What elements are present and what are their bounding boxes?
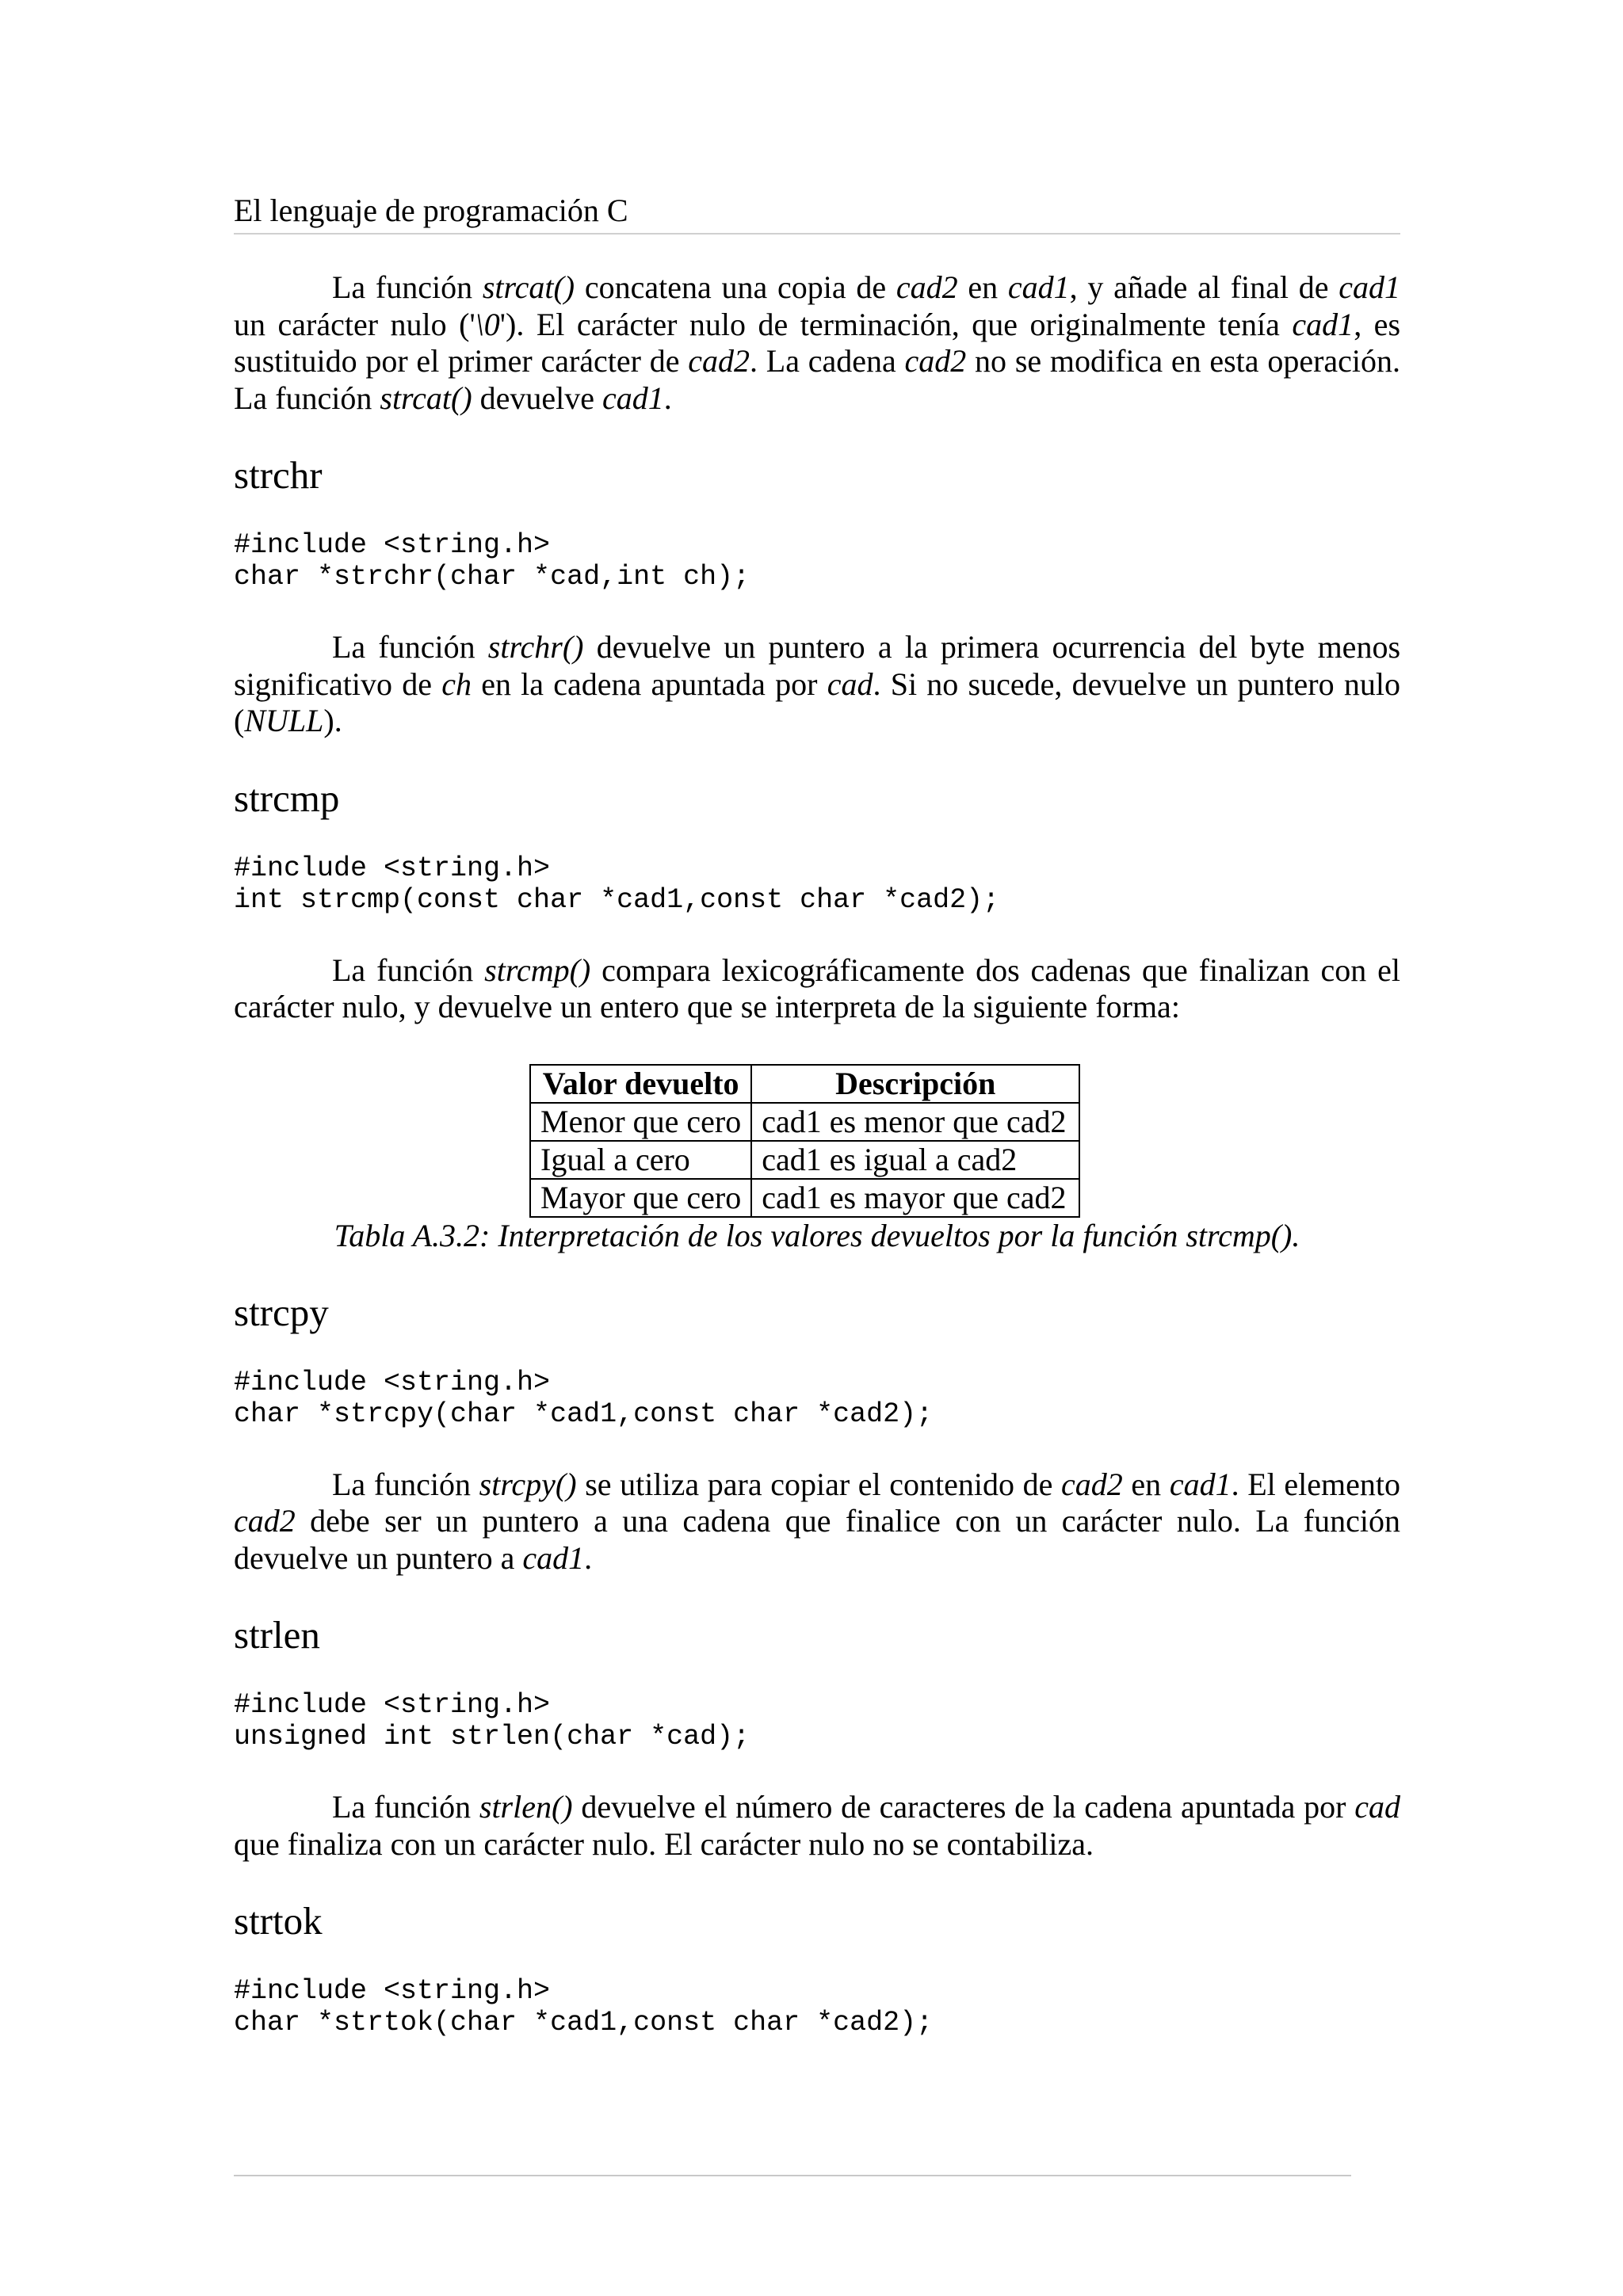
italic-term: cad1 <box>602 379 664 416</box>
section-title-strcpy: strcpy <box>234 1290 329 1334</box>
code-strcmp: #include <string.h> int strcmp(const char *cad1,const char *cad2); <box>234 852 1000 916</box>
table-cell: cad1 es igual a cad2 <box>751 1141 1079 1179</box>
strchr-description: La función strchr() devuelve un puntero a la primera ocurrencia del byte menos significativo de ch en la cadena apuntada por cad. Si no sucede, devuelve un puntero nulo (NULL). <box>234 629 1401 738</box>
italic-term: cad2 <box>234 1503 296 1539</box>
italic-term: cad <box>1354 1789 1401 1825</box>
code-strcpy: #include <string.h> char *strcpy(char *cad1,const char *cad2); <box>234 1366 934 1430</box>
italic-term: cad1 <box>522 1539 585 1576</box>
section-title-strchr: strchr <box>234 453 323 497</box>
table-cell: cad1 es mayor que cad2 <box>751 1179 1079 1217</box>
section-title-strtok: strtok <box>234 1899 323 1943</box>
italic-term: strcmp() <box>484 952 591 988</box>
table-header-row <box>530 1065 1079 1103</box>
italic-term: strchr() <box>487 629 584 665</box>
italic-term: cad <box>827 666 873 702</box>
strcmp-description: La función strcmp() compara lexicográficamente dos cadenas que finalizan con el carácter nulo, y devuelve un entero que se interpreta de la siguiente forma: <box>234 952 1401 1024</box>
page <box>234 189 1400 2075</box>
table-row <box>530 1141 1079 1179</box>
table-cell: Mayor que cero <box>530 1179 751 1217</box>
code-strlen: #include <string.h> unsigned int strlen(char *cad); <box>234 1689 750 1753</box>
table-row <box>530 1103 1079 1141</box>
table-header-cell: Valor devuelto <box>530 1065 751 1103</box>
italic-term: strcat() <box>380 379 472 416</box>
italic-term: NULL <box>244 703 324 738</box>
strcpy-description: La función strcpy() se utiliza para copiar el contenido de cad2 en cad1. El elemento cad2 debe ser un puntero a una cadena que finalice con un carácter nulo. La función devuelve un puntero a cad1. <box>234 1466 1401 1576</box>
return-values-table <box>529 1064 1080 1218</box>
italic-term: cad2 <box>688 343 750 379</box>
footer-rule <box>234 2175 1351 2176</box>
section-title-strcmp: strcmp <box>234 776 340 820</box>
italic-term: cad1 <box>1338 269 1401 305</box>
table-cell: cad1 es menor que cad2 <box>751 1103 1079 1141</box>
section-title-strlen: strlen <box>234 1613 320 1657</box>
italic-term: strcat() <box>482 269 575 305</box>
italic-term: strlen() <box>479 1789 573 1825</box>
italic-term: cad2 <box>1061 1466 1123 1502</box>
italic-term: cad2 <box>896 269 958 305</box>
table-header-cell: Descripción <box>751 1065 1079 1103</box>
italic-term: strcpy() <box>479 1466 577 1502</box>
italic-term: cad1 <box>1169 1466 1232 1502</box>
code-strtok: #include <string.h> char *strtok(char *cad1,const char *cad2); <box>234 1975 934 2039</box>
italic-term: cad2 <box>904 343 967 379</box>
table-cell: Menor que cero <box>530 1103 751 1141</box>
running-header: El lenguaje de programación C <box>234 189 1400 235</box>
code-strchr: #include <string.h> char *strchr(char *cad,int ch); <box>234 529 750 593</box>
table-row <box>530 1179 1079 1217</box>
strcat-description: La función strcat() concatena una copia de cad2 en cad1, y añade al final de cad1 un carácter nulo ('\0'). El carácter nulo de terminación, que originalmente tenía cad1, es sustituido por el primer carácter de cad2. La cadena cad2 no se modifica en esta operación. La función strcat() devuelve cad1. <box>234 269 1401 416</box>
italic-term: cad1 <box>1007 269 1070 305</box>
table-cell: Igual a cero <box>530 1141 751 1179</box>
italic-term: ch <box>441 666 472 702</box>
table-caption: Tabla A.3.2: Interpretación de los valores devueltos por la función strcmp(). <box>334 1217 1300 1253</box>
italic-term: cad1 <box>1292 306 1354 342</box>
italic-term: \0 <box>475 306 500 342</box>
strlen-description: La función strlen() devuelve el número de caracteres de la cadena apuntada por cad que finaliza con un carácter nulo. El carácter nulo no se contabiliza. <box>234 1789 1401 1862</box>
